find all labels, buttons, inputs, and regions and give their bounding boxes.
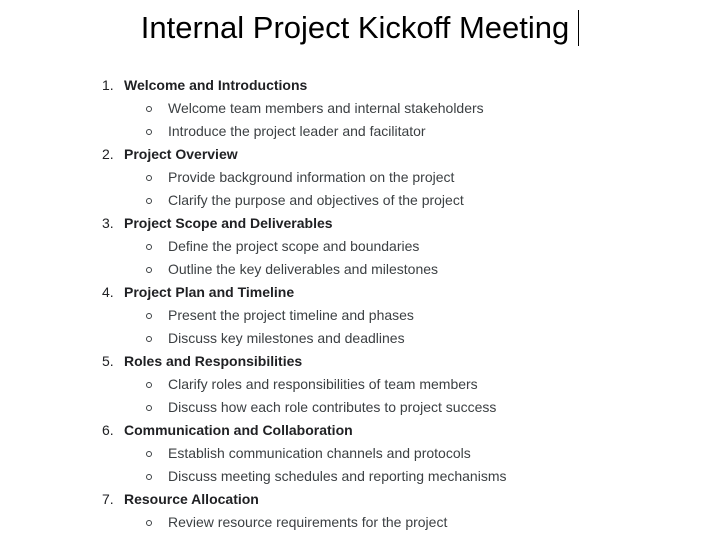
section-title: Roles and Responsibilities <box>124 353 303 369</box>
hollow-bullet-icon <box>146 474 152 480</box>
bullet-text: Discuss how each role contributes to project success <box>168 399 497 415</box>
section-number: 2. <box>102 146 114 162</box>
section-number: 6. <box>102 422 114 438</box>
bullet-item[interactable] <box>0 97 720 120</box>
section-number: 3. <box>102 215 114 231</box>
bullet-text: Establish communication channels and protocols <box>168 445 471 461</box>
bullet-text: Discuss key milestones and deadlines <box>168 330 405 346</box>
hollow-bullet-icon <box>146 129 152 135</box>
section-bullets <box>0 304 720 350</box>
section-title: Project Overview <box>124 146 238 162</box>
section-heading[interactable] <box>0 281 720 304</box>
bullet-item[interactable] <box>0 258 720 281</box>
bullet-text: Provide background information on the project <box>168 169 455 185</box>
bullet-item[interactable] <box>0 373 720 396</box>
bullet-text: Discuss meeting schedules and reporting mechanisms <box>168 468 507 484</box>
bullet-item[interactable] <box>0 396 720 419</box>
section-heading[interactable] <box>0 350 720 373</box>
hollow-bullet-icon <box>146 106 152 112</box>
document-title-text: Internal Project Kickoff Meeting <box>140 10 570 45</box>
hollow-bullet-icon <box>146 336 152 342</box>
bullet-text: Outline the key deliverables and milestones <box>168 261 439 277</box>
section-bullets <box>0 166 720 212</box>
section-number: 4. <box>102 284 114 300</box>
agenda-section-welcome <box>0 74 720 143</box>
agenda-section-communication <box>0 419 720 488</box>
agenda-section-overview <box>0 143 720 212</box>
hollow-bullet-icon <box>146 405 152 411</box>
bullet-text: Present the project timeline and phases <box>168 307 414 323</box>
bullet-text: Welcome team members and internal stakeholders <box>168 100 484 116</box>
section-bullets <box>0 97 720 143</box>
section-number: 1. <box>102 77 114 93</box>
section-bullets <box>0 442 720 488</box>
bullet-item[interactable] <box>0 304 720 327</box>
hollow-bullet-icon <box>146 198 152 204</box>
bullet-text: Define the project scope and boundaries <box>168 238 420 254</box>
agenda-list <box>0 74 720 534</box>
section-bullets <box>0 511 720 534</box>
section-heading[interactable] <box>0 143 720 166</box>
section-bullets <box>0 235 720 281</box>
agenda-section-roles <box>0 350 720 419</box>
hollow-bullet-icon <box>146 267 152 273</box>
hollow-bullet-icon <box>146 175 152 181</box>
section-title: Communication and Collaboration <box>124 422 353 438</box>
bullet-text: Review resource requirements for the project <box>168 514 448 530</box>
hollow-bullet-icon <box>146 520 152 526</box>
agenda-section-plan <box>0 281 720 350</box>
section-heading[interactable] <box>0 488 720 511</box>
document-title[interactable] <box>0 8 720 48</box>
section-bullets <box>0 373 720 419</box>
agenda-section-scope <box>0 212 720 281</box>
agenda-section-resources <box>0 488 720 534</box>
bullet-text: Introduce the project leader and facilitator <box>168 123 426 139</box>
bullet-item[interactable] <box>0 327 720 350</box>
bullet-item[interactable] <box>0 235 720 258</box>
bullet-item[interactable] <box>0 166 720 189</box>
bullet-item[interactable] <box>0 442 720 465</box>
section-heading[interactable] <box>0 212 720 235</box>
section-title: Project Scope and Deliverables <box>124 215 333 231</box>
section-title: Resource Allocation <box>124 491 259 507</box>
hollow-bullet-icon <box>146 382 152 388</box>
bullet-item[interactable] <box>0 189 720 212</box>
section-number: 5. <box>102 353 114 369</box>
hollow-bullet-icon <box>146 451 152 457</box>
section-title: Project Plan and Timeline <box>124 284 295 300</box>
section-heading[interactable] <box>0 419 720 442</box>
hollow-bullet-icon <box>146 244 152 250</box>
text-cursor <box>578 10 579 46</box>
section-heading[interactable] <box>0 74 720 97</box>
bullet-item[interactable] <box>0 465 720 488</box>
bullet-item[interactable] <box>0 511 720 534</box>
bullet-text: Clarify the purpose and objectives of the project <box>168 192 464 208</box>
section-number: 7. <box>102 491 114 507</box>
bullet-item[interactable] <box>0 120 720 143</box>
hollow-bullet-icon <box>146 313 152 319</box>
section-title: Welcome and Introductions <box>124 77 308 93</box>
bullet-text: Clarify roles and responsibilities of team members <box>168 376 478 392</box>
